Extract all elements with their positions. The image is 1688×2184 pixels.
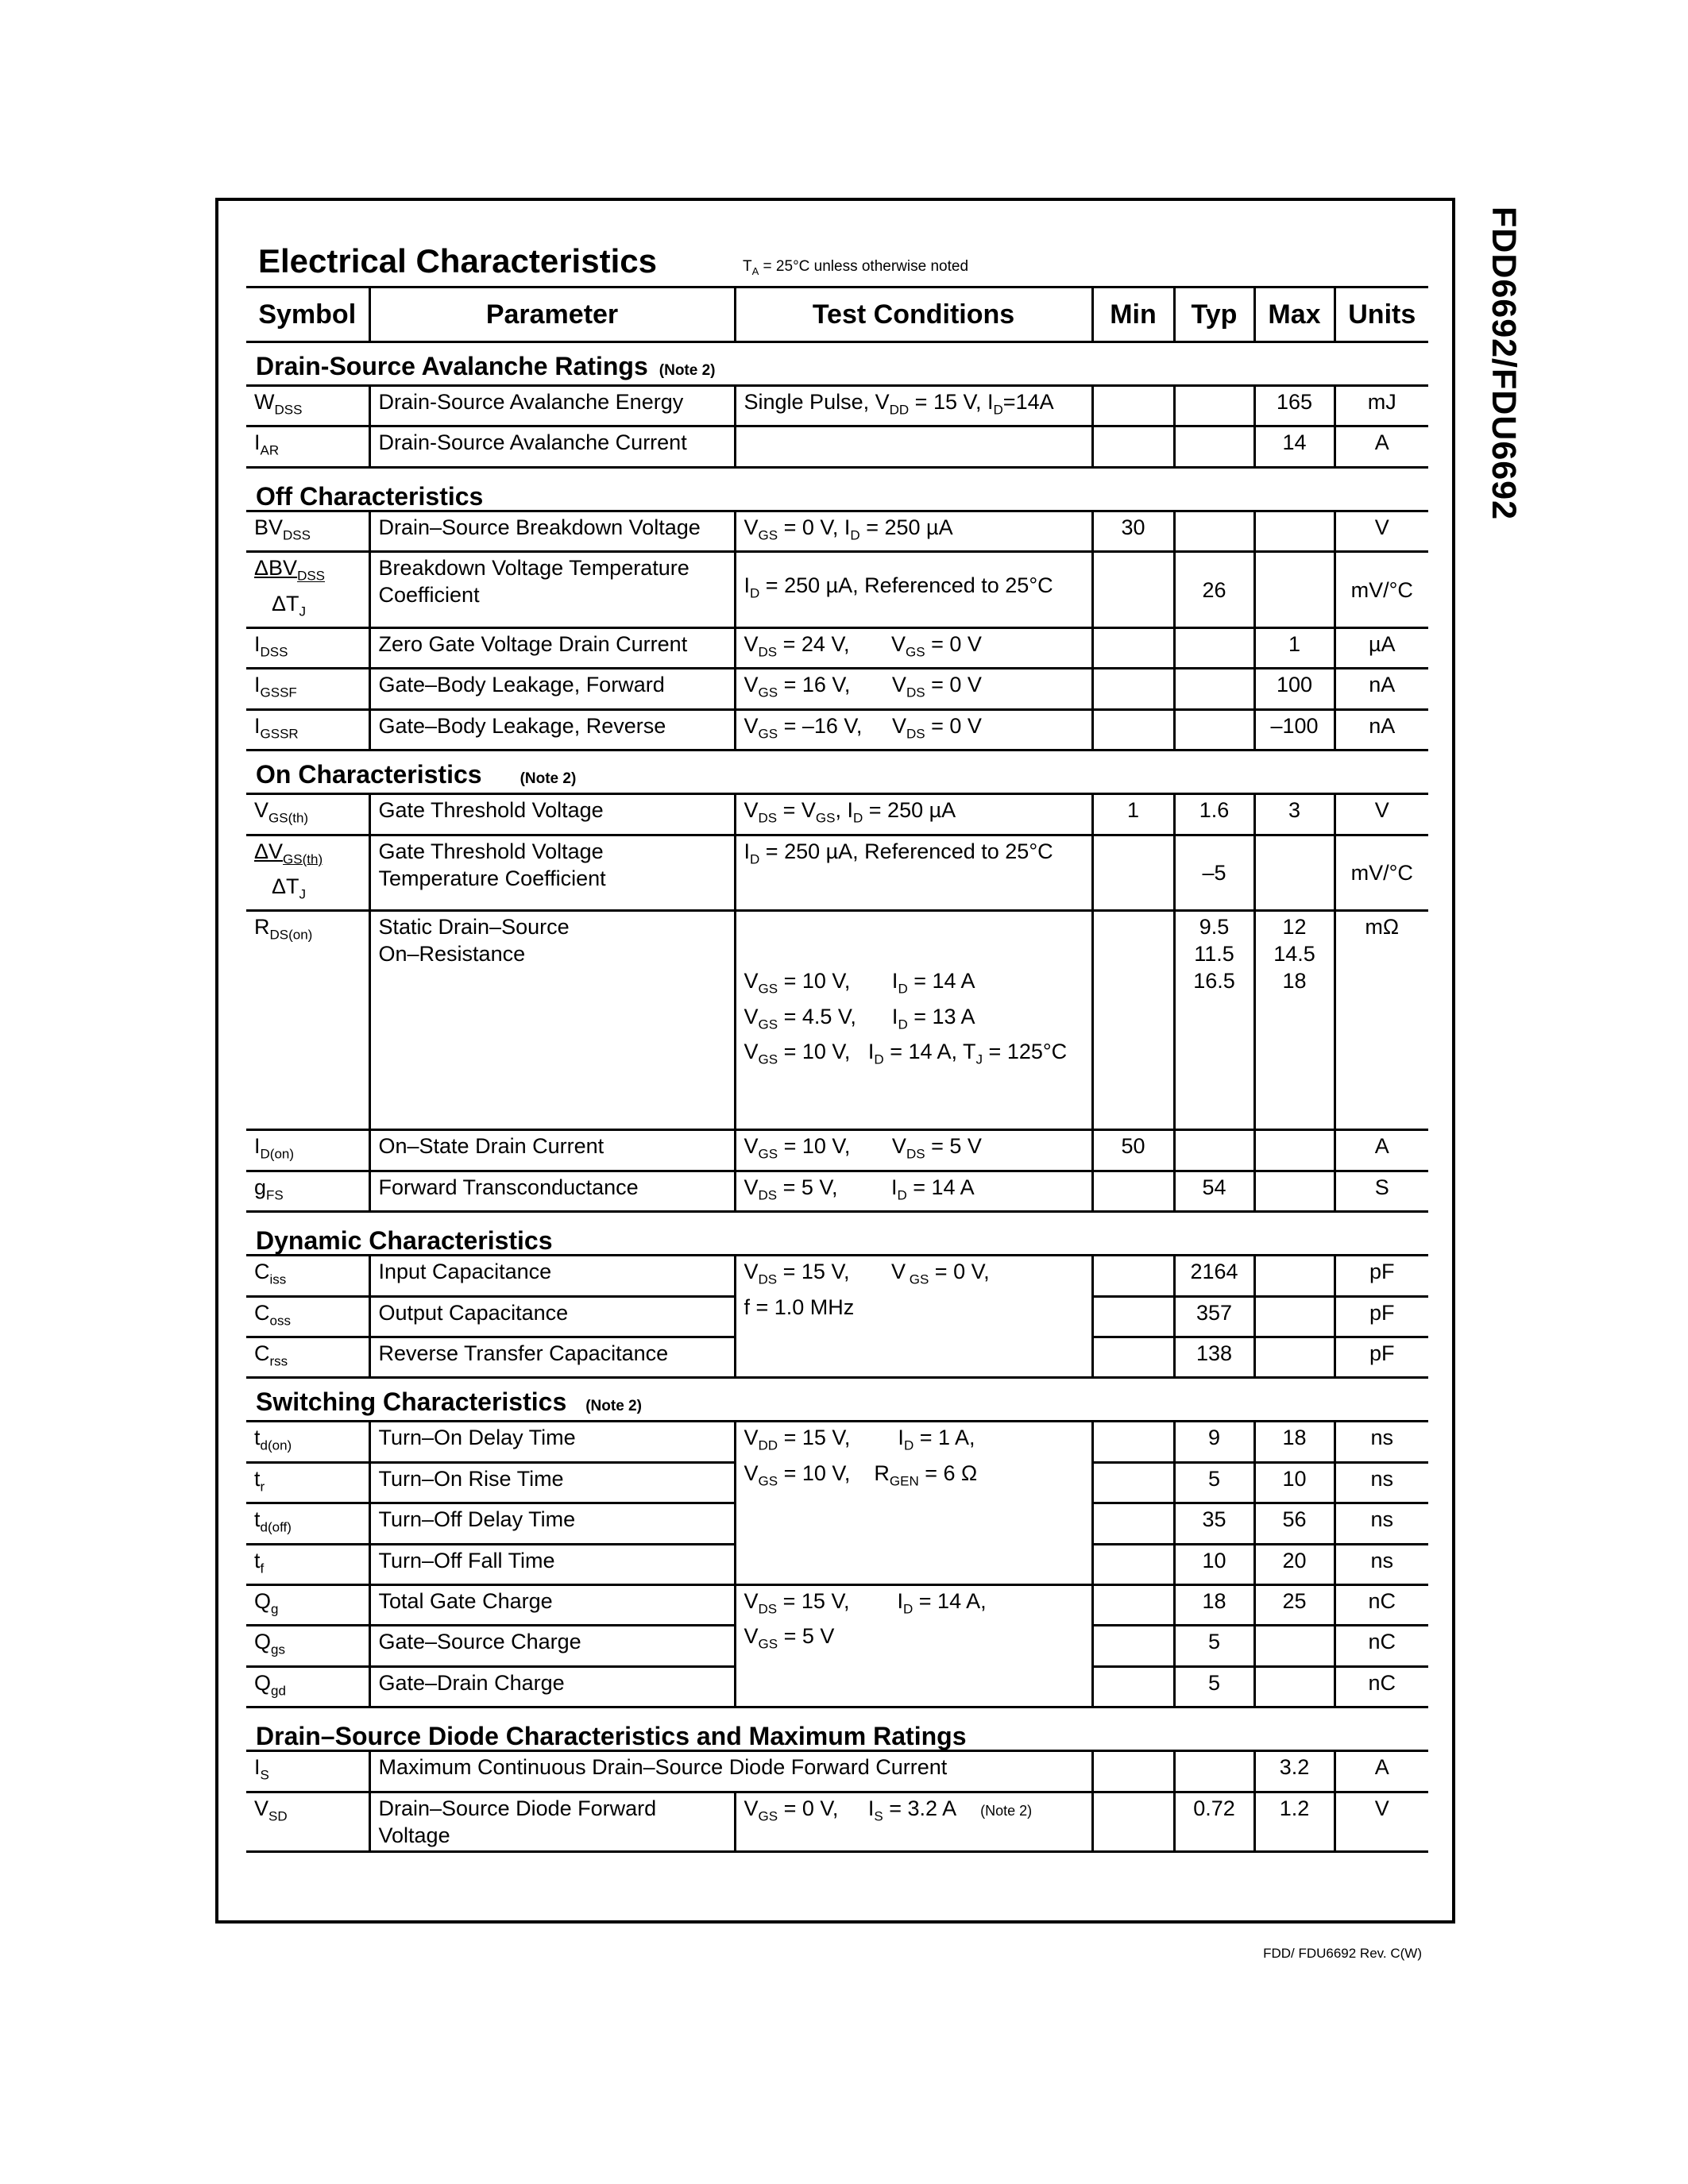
typ-cell: 9.5 11.5 16.5 xyxy=(1174,911,1254,1130)
max-cell xyxy=(1254,1130,1335,1171)
units-cell: ns xyxy=(1335,1422,1428,1462)
symbol-cell: $t_r$ xyxy=(246,1462,369,1503)
table-row xyxy=(246,1256,1428,1296)
part-number-title: FDD6692/FDU6692 xyxy=(1485,206,1523,521)
min-cell xyxy=(1092,627,1174,668)
parameter-cell: Reverse Transfer Capacitance xyxy=(369,1337,735,1378)
units-cell: nA xyxy=(1335,669,1428,709)
column-header: Typ xyxy=(1174,287,1254,342)
parameter-cell: Drain-Source Avalanche Current xyxy=(369,426,735,467)
units-cell: pF xyxy=(1335,1256,1428,1296)
units-cell: V xyxy=(1335,1792,1428,1851)
parameter-cell: Drain-Source Avalanche Energy xyxy=(369,386,735,426)
table-row xyxy=(246,1751,1428,1792)
section-heading-row xyxy=(246,1707,1428,1751)
table-row xyxy=(246,835,1428,911)
section-heading: Drain-Source Avalanche Ratings xyxy=(256,352,648,380)
conditions-cell: $V_{DS} = V_{GS}$, $I_D = 250$ µA xyxy=(735,794,1092,835)
units-cell: ns xyxy=(1335,1503,1428,1544)
symbol-cell: $R_{DS(on)}$ xyxy=(246,911,369,1130)
min-cell xyxy=(1092,911,1174,1130)
section-note: (Note 2) xyxy=(520,770,577,788)
max-cell: 10 xyxy=(1254,1462,1335,1503)
section-heading: Switching Characteristics xyxy=(256,1387,567,1417)
section-note: (Note 2) xyxy=(585,1398,642,1415)
min-cell xyxy=(1092,709,1174,750)
table-row xyxy=(246,911,1428,1130)
min-cell xyxy=(1092,1256,1174,1296)
symbol-cell: $Q_{gd}$ xyxy=(246,1666,369,1707)
typ-cell xyxy=(1174,511,1254,551)
parameter-cell: Total Gate Charge xyxy=(369,1584,735,1625)
parameter-cell: Forward Transconductance xyxy=(369,1171,735,1211)
revision-footer: FDD/ FDU6692 Rev. C(W) xyxy=(1263,1946,1422,1961)
conditions-cell: $V_{DS} = 15$ V, V $_{GS}$ = 0 V, f = 1.0 MHz xyxy=(735,1256,1092,1378)
column-header: Symbol xyxy=(246,287,369,342)
symbol-cell: $t_f$ xyxy=(246,1544,369,1584)
conditions-cell xyxy=(735,426,1092,467)
min-cell xyxy=(1092,426,1174,467)
min-cell xyxy=(1092,1462,1174,1503)
typ-cell: 5 xyxy=(1174,1626,1254,1666)
section-heading: On Characteristics xyxy=(256,760,482,789)
section-heading-row xyxy=(246,1212,1428,1256)
section-heading-row xyxy=(246,342,1428,386)
max-cell: 3.2 xyxy=(1254,1751,1335,1792)
table-row xyxy=(246,511,1428,551)
min-cell xyxy=(1092,552,1174,628)
max-cell: 1 xyxy=(1254,627,1335,668)
parameter-cell: Turn–Off Delay Time xyxy=(369,1503,735,1544)
conditions-cell: $V_{DD} = 15$ V, $I_D = 1$ A, $V_{GS} = 10$ V, $R_{GEN} = 6$ Ω xyxy=(735,1422,1092,1585)
units-cell: nC xyxy=(1335,1584,1428,1625)
section-heading-row xyxy=(246,1378,1428,1422)
symbol-cell: $I_{GSSF}$ xyxy=(246,669,369,709)
parameter-cell: Maximum Continuous Drain–Source Diode Forward Current xyxy=(369,1751,1092,1792)
symbol-cell: $\Delta V_{GS(th)}$ $\Delta T_J$ xyxy=(246,835,369,911)
table-row xyxy=(246,669,1428,709)
min-cell xyxy=(1092,386,1174,426)
symbol-cell: $BV_{DSS}$ xyxy=(246,511,369,551)
section-note: (Note 2) xyxy=(659,362,716,379)
parameter-cell: Turn–On Delay Time xyxy=(369,1422,735,1462)
symbol-cell: $C_{oss}$ xyxy=(246,1296,369,1337)
table-row xyxy=(246,627,1428,668)
temperature-note: $T_A = 25^\circ C$ unless otherwise noted xyxy=(743,258,969,277)
max-cell xyxy=(1254,1296,1335,1337)
symbol-cell: $V_{SD}$ xyxy=(246,1792,369,1851)
conditions-cell: $V_{GS} = 10$ V, $I_D = 14$ A $V_{GS} = 4.5$ V, $I_D = 13$ A $V_{GS} = 10$ V, $I_D = 14$ A, $T_J = 125^\circ C$ xyxy=(735,911,1092,1130)
table-row xyxy=(246,1171,1428,1211)
max-cell xyxy=(1254,1171,1335,1211)
min-cell xyxy=(1092,1584,1174,1625)
typ-cell xyxy=(1174,426,1254,467)
max-cell: 165 xyxy=(1254,386,1335,426)
max-cell: 18 xyxy=(1254,1422,1335,1462)
typ-cell xyxy=(1174,627,1254,668)
typ-cell: –5 xyxy=(1174,835,1254,911)
symbol-cell: $t_{d(off)}$ xyxy=(246,1503,369,1544)
max-cell: 25 xyxy=(1254,1584,1335,1625)
min-cell: 1 xyxy=(1092,794,1174,835)
max-cell: 100 xyxy=(1254,669,1335,709)
min-cell xyxy=(1092,1296,1174,1337)
parameter-cell: Zero Gate Voltage Drain Current xyxy=(369,627,735,668)
symbol-cell: $C_{iss}$ xyxy=(246,1256,369,1296)
table-row xyxy=(246,1792,1428,1851)
min-cell xyxy=(1092,1171,1174,1211)
units-cell: V xyxy=(1335,511,1428,551)
conditions-cell: $V_{GS} = 0$ V, $I_D = 250$ µA xyxy=(735,511,1092,551)
parameter-cell: Turn–Off Fall Time xyxy=(369,1544,735,1584)
parameter-cell: Drain–Source Diode Forward Voltage xyxy=(369,1792,735,1851)
parameter-cell: Input Capacitance xyxy=(369,1256,735,1296)
parameter-cell: Gate–Drain Charge xyxy=(369,1666,735,1707)
typ-cell xyxy=(1174,709,1254,750)
units-cell: mV/°C xyxy=(1335,552,1428,628)
table-row xyxy=(246,552,1428,628)
section-heading: Dynamic Characteristics xyxy=(256,1226,553,1256)
min-cell xyxy=(1092,1792,1174,1851)
symbol-cell: $V_{GS(th)}$ xyxy=(246,794,369,835)
symbol-cell: $C_{rss}$ xyxy=(246,1337,369,1378)
column-header: Min xyxy=(1092,287,1174,342)
max-cell xyxy=(1254,1666,1335,1707)
max-cell: 1.2 xyxy=(1254,1792,1335,1851)
max-cell xyxy=(1254,552,1335,628)
min-cell xyxy=(1092,835,1174,911)
max-cell: 14 xyxy=(1254,426,1335,467)
min-cell xyxy=(1092,1337,1174,1378)
typ-cell: 138 xyxy=(1174,1337,1254,1378)
conditions-cell: $V_{GS} = 16$ V, $V_{DS} = 0$ V xyxy=(735,669,1092,709)
symbol-cell: $I_{DSS}$ xyxy=(246,627,369,668)
table-row xyxy=(246,386,1428,426)
typ-cell: 54 xyxy=(1174,1171,1254,1211)
typ-cell: 35 xyxy=(1174,1503,1254,1544)
table-row xyxy=(246,1584,1428,1625)
electrical-characteristics-table xyxy=(246,286,1428,1853)
max-cell: 12 14.5 18 xyxy=(1254,911,1335,1130)
parameter-cell: Output Capacitance xyxy=(369,1296,735,1337)
conditions-cell: $V_{GS} = -16$ V, $V_{DS} = 0$ V xyxy=(735,709,1092,750)
typ-cell xyxy=(1174,1751,1254,1792)
table-row xyxy=(246,1422,1428,1462)
parameter-cell: Gate Threshold Voltage xyxy=(369,794,735,835)
column-header: Test Conditions xyxy=(735,287,1092,342)
typ-cell: 9 xyxy=(1174,1422,1254,1462)
conditions-cell: $V_{GS} = 0$ V, $I_S = 3.2$ A (Note 2) xyxy=(735,1792,1092,1851)
conditions-cell: Single Pulse, $V_{DD} = 15$ V, $I_D=14A$ xyxy=(735,386,1092,426)
column-header: Max xyxy=(1254,287,1335,342)
conditions-cell: $V_{DS} = 5$ V, $I_D = 14$ A xyxy=(735,1171,1092,1211)
table-header-row xyxy=(246,287,1428,342)
max-cell: 56 xyxy=(1254,1503,1335,1544)
table-row xyxy=(246,794,1428,835)
parameter-cell: Turn–On Rise Time xyxy=(369,1462,735,1503)
units-cell: mΩ xyxy=(1335,911,1428,1130)
typ-cell: 26 xyxy=(1174,552,1254,628)
parameter-cell: Gate–Source Charge xyxy=(369,1626,735,1666)
units-cell: V xyxy=(1335,794,1428,835)
max-cell: 3 xyxy=(1254,794,1335,835)
parameter-cell: Gate–Body Leakage, Forward xyxy=(369,669,735,709)
typ-cell: 10 xyxy=(1174,1544,1254,1584)
min-cell xyxy=(1092,1422,1174,1462)
table-row xyxy=(246,426,1428,467)
typ-cell xyxy=(1174,386,1254,426)
parameter-cell: Gate Threshold Voltage Temperature Coefficient xyxy=(369,835,735,911)
units-cell: mV/°C xyxy=(1335,835,1428,911)
section-title: Electrical Characteristics xyxy=(258,242,657,280)
units-cell: A xyxy=(1335,426,1428,467)
symbol-cell: $W_{DSS}$ xyxy=(246,386,369,426)
conditions-cell: $V_{DS} = 15$ V, $I_D = 14$ A, $V_{GS} = 5$ V xyxy=(735,1584,1092,1707)
typ-cell xyxy=(1174,1130,1254,1171)
typ-cell: 357 xyxy=(1174,1296,1254,1337)
min-cell xyxy=(1092,1626,1174,1666)
parameter-cell: Breakdown Voltage Temperature Coefficient xyxy=(369,552,735,628)
conditions-cell: $I_D = 250$ µA, Referenced to 25°C xyxy=(735,552,1092,628)
max-cell xyxy=(1254,835,1335,911)
units-cell: nC xyxy=(1335,1626,1428,1666)
table-row xyxy=(246,709,1428,750)
max-cell xyxy=(1254,1256,1335,1296)
min-cell xyxy=(1092,1751,1174,1792)
conditions-cell: $I_D = 250$ µA, Referenced to 25°C xyxy=(735,835,1092,911)
max-cell: –100 xyxy=(1254,709,1335,750)
max-cell xyxy=(1254,1626,1335,1666)
min-cell: 30 xyxy=(1092,511,1174,551)
units-cell: nC xyxy=(1335,1666,1428,1707)
units-cell: nA xyxy=(1335,709,1428,750)
parameter-cell: Drain–Source Breakdown Voltage xyxy=(369,511,735,551)
units-cell: mJ xyxy=(1335,386,1428,426)
min-cell xyxy=(1092,1666,1174,1707)
units-cell: ns xyxy=(1335,1544,1428,1584)
typ-cell: 2164 xyxy=(1174,1256,1254,1296)
typ-cell: 5 xyxy=(1174,1666,1254,1707)
symbol-cell: $I_{GSSR}$ xyxy=(246,709,369,750)
units-cell: ns xyxy=(1335,1462,1428,1503)
table-row xyxy=(246,1130,1428,1171)
units-cell: S xyxy=(1335,1171,1428,1211)
symbol-cell: $I_{AR}$ xyxy=(246,426,369,467)
symbol-cell: $t_{d(on)}$ xyxy=(246,1422,369,1462)
parameter-cell: On–State Drain Current xyxy=(369,1130,735,1171)
max-cell: 20 xyxy=(1254,1544,1335,1584)
symbol-cell: $Q_g$ xyxy=(246,1584,369,1625)
units-cell: µA xyxy=(1335,627,1428,668)
section-heading-row xyxy=(246,467,1428,511)
section-heading: Off Characteristics xyxy=(256,481,484,511)
parameter-cell: Gate–Body Leakage, Reverse xyxy=(369,709,735,750)
min-cell xyxy=(1092,1503,1174,1544)
min-cell xyxy=(1092,669,1174,709)
typ-cell: 5 xyxy=(1174,1462,1254,1503)
symbol-cell: $I_S$ xyxy=(246,1751,369,1792)
typ-cell: 1.6 xyxy=(1174,794,1254,835)
max-cell xyxy=(1254,511,1335,551)
typ-cell: 18 xyxy=(1174,1584,1254,1625)
parameter-cell: Static Drain–Source On–Resistance xyxy=(369,911,735,1130)
units-cell: pF xyxy=(1335,1296,1428,1337)
conditions-cell: $V_{DS} = 24$ V, $V_{GS} = 0$ V xyxy=(735,627,1092,668)
column-header: Parameter xyxy=(369,287,735,342)
typ-cell xyxy=(1174,669,1254,709)
conditions-cell: $V_{GS} = 10$ V, $V_{DS} = 5$ V xyxy=(735,1130,1092,1171)
symbol-cell: $\Delta BV_{DSS}$ $\Delta T_J$ xyxy=(246,552,369,628)
units-cell: A xyxy=(1335,1130,1428,1171)
column-header: Units xyxy=(1335,287,1428,342)
symbol-cell: $Q_{gs}$ xyxy=(246,1626,369,1666)
min-cell xyxy=(1092,1544,1174,1584)
max-cell xyxy=(1254,1337,1335,1378)
section-heading-row xyxy=(246,751,1428,794)
units-cell: A xyxy=(1335,1751,1428,1792)
symbol-cell: $g_{FS}$ xyxy=(246,1171,369,1211)
section-heading: Drain–Source Diode Characteristics and Maximum Ratings xyxy=(256,1722,967,1751)
typ-cell: 0.72 xyxy=(1174,1792,1254,1851)
units-cell: pF xyxy=(1335,1337,1428,1378)
symbol-cell: $I_{D(on)}$ xyxy=(246,1130,369,1171)
min-cell: 50 xyxy=(1092,1130,1174,1171)
